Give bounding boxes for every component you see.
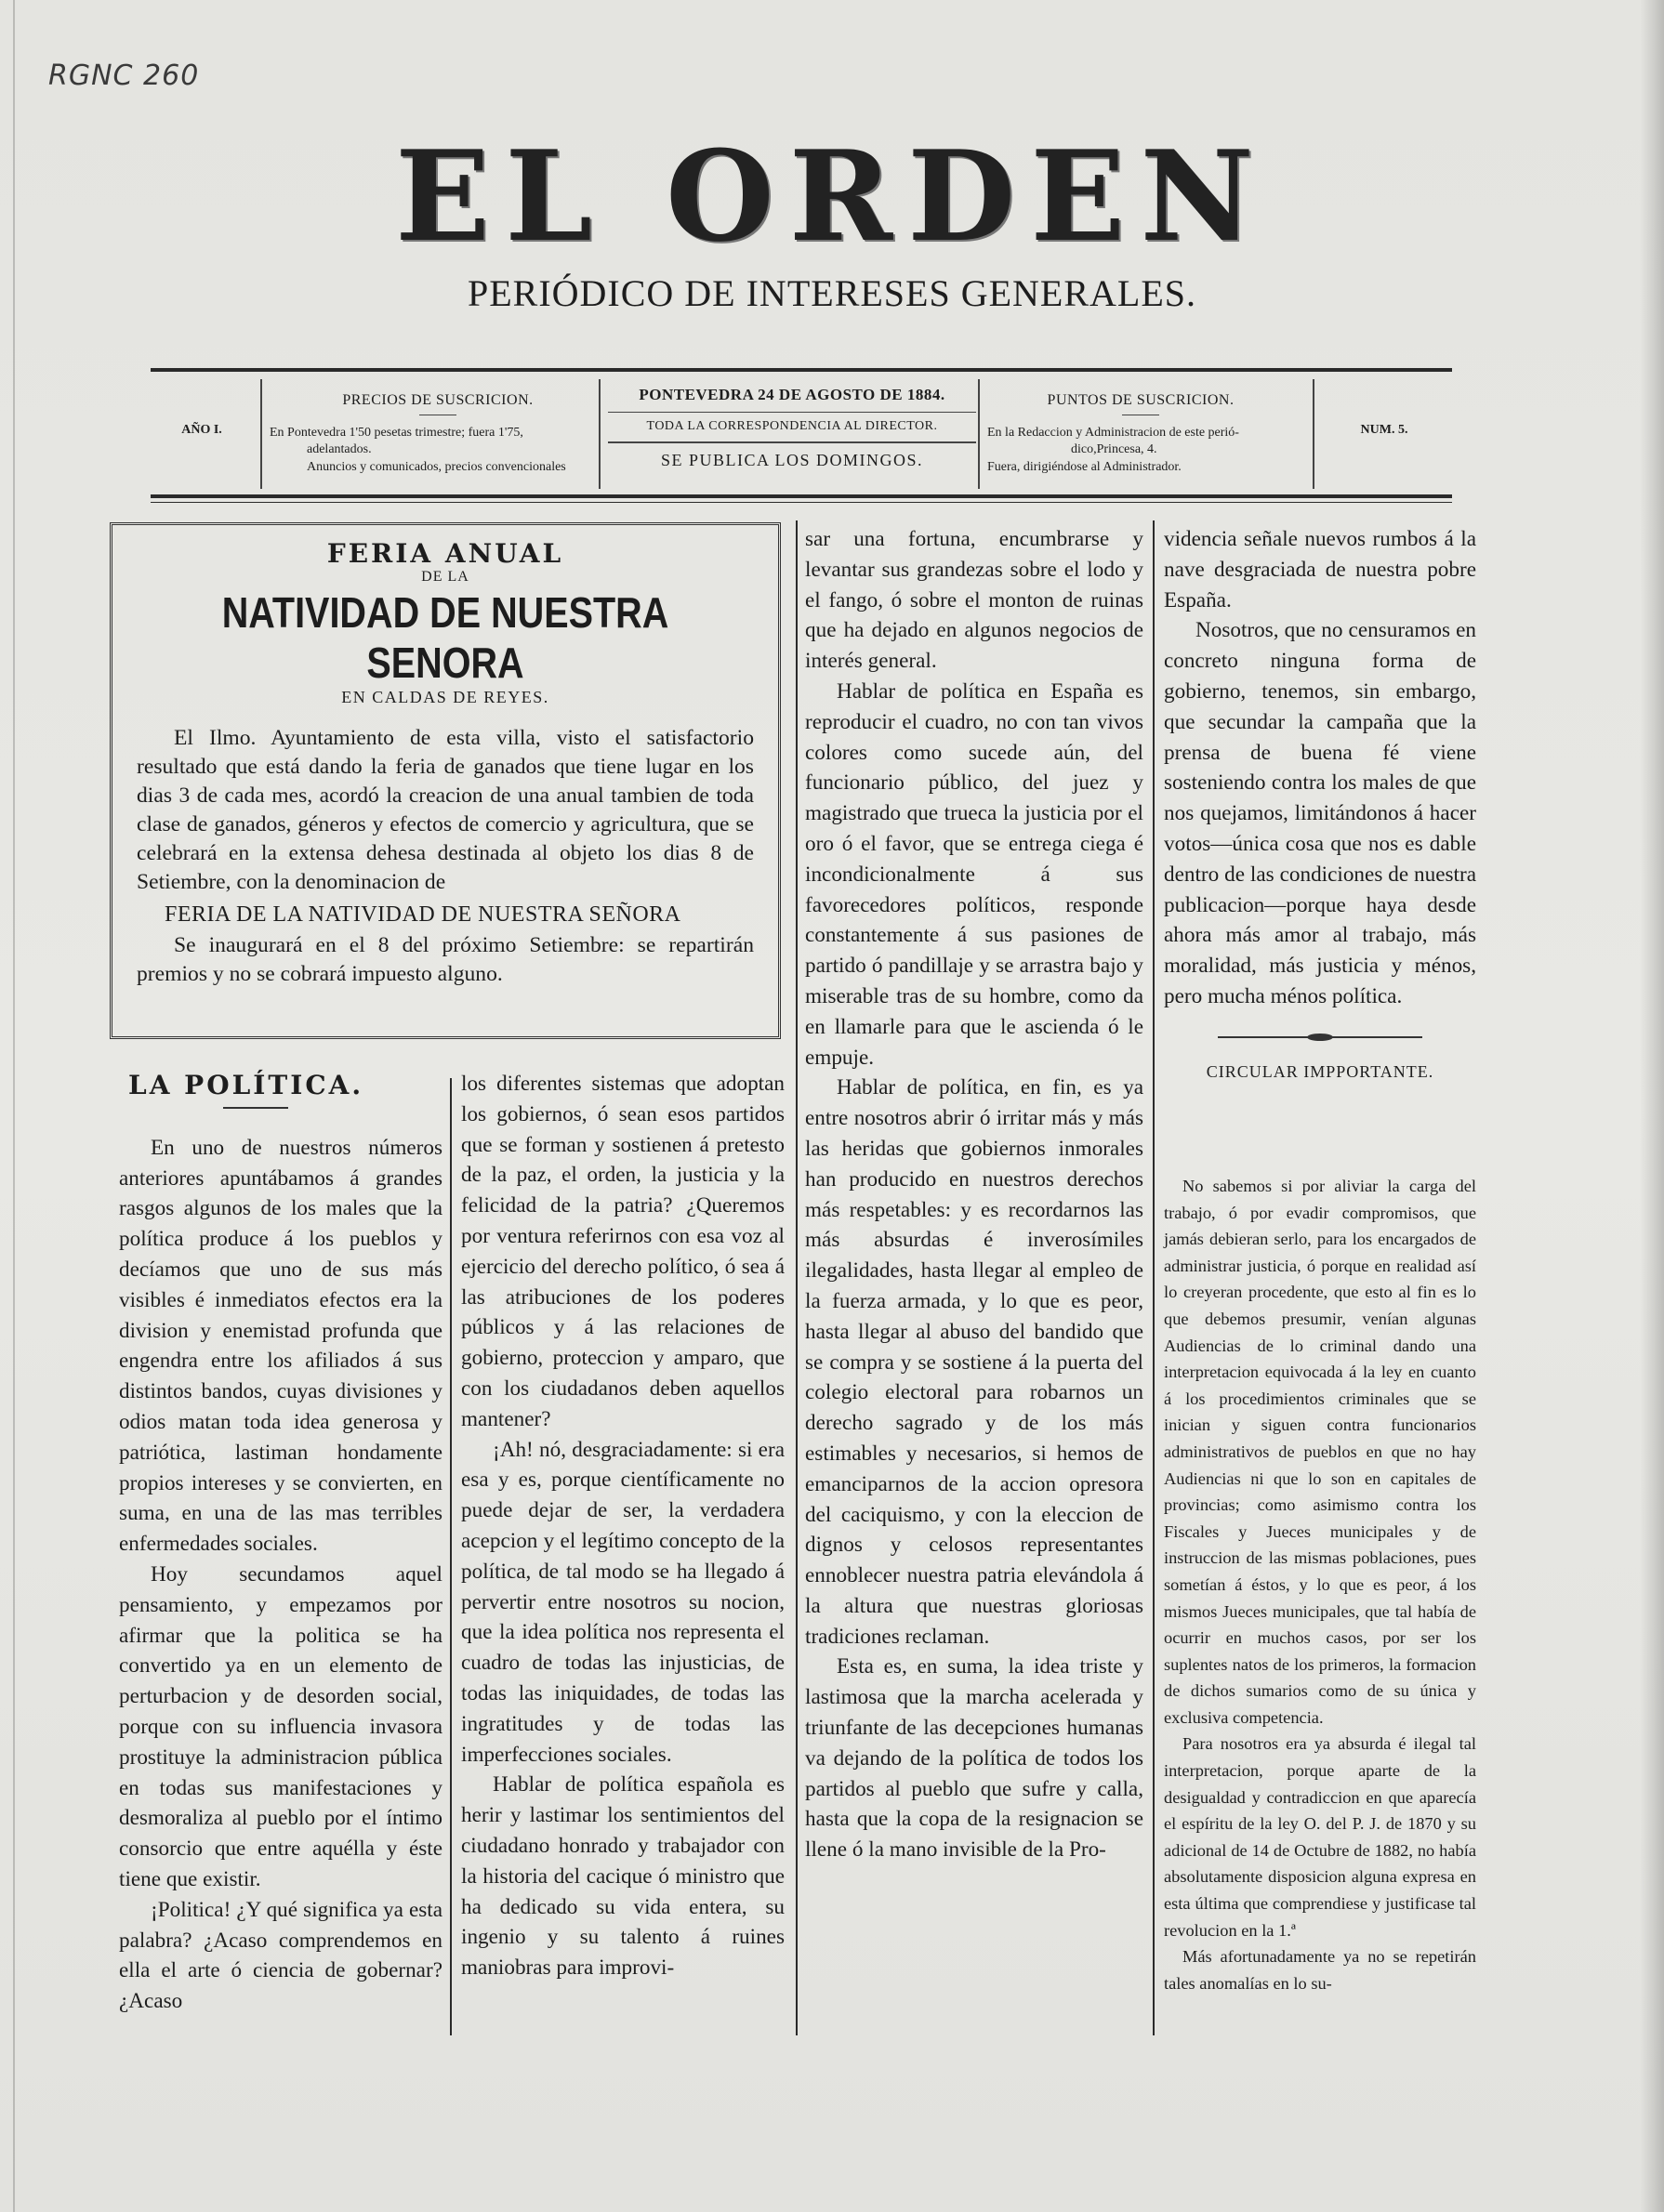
circular-p2: Para nosotros era ya absurda é ilegal tal interpretacion, porque aparte de la desigualdad y contradiccion en que aparecía el espíritu de la ley O. del P. J. de 1870 y su adicional de 14 de Octubre de 1882, no había absolutamente disposicion alguna expresa en esta última que comprendiese y justificase tal revolucion en la 1.ª bbox=[1164, 1734, 1476, 1940]
points-line-3: Fuera, dirigiéndose al Administrador. bbox=[987, 460, 1182, 475]
section-divider bbox=[1218, 1036, 1422, 1038]
politica-col3-p4: Esta es, en suma, la idea triste y lastimosa que la marcha acelerada y triunfante de las decepciones humanas va dejando de la política de todos los partidos al pueblo que sufre y calla, hasta que la copa de la resignacion se llene ó la mano invisible de la Pro- bbox=[805, 1654, 1143, 1863]
feria-title: FERIA ANUAL bbox=[326, 538, 564, 569]
politica-col1-p3: ¡Politica! ¿Y qué significa ya esta palabra? ¿Acaso comprendemos en ella el arte ó ciencia de gobernar? ¿Acaso bbox=[119, 1897, 442, 2014]
header-rule-top bbox=[151, 368, 1452, 372]
politica-heading: LA POLÍTICA. bbox=[128, 1070, 364, 1100]
header-rule-bottom-thin bbox=[151, 502, 1452, 503]
column-rule-3 bbox=[1153, 520, 1155, 2035]
feria-paragraph-1: El Ilmo. Ayuntamiento de esta villa, visto el satisfactorio resultado que está dando la feria de ganados que tiene lugar en los dias 3 de cada mes, acordó la creacion de una anual tambien de toda clase de ganados, géneros y efectos de comercio y agricultura, que se celebrará en la extensa dehesa destinada al objeto los dias 8 de Setiembre, con la denominacion de bbox=[137, 726, 754, 894]
header-rule-bottom bbox=[151, 494, 1452, 498]
column-1 bbox=[119, 1061, 442, 2017]
politica-col3-p3: Hablar de política, en fin, es ya entre nosotros abrir ó irritar más y más las heridas que gobiernos inmorales han producido en nuestros derechos más respetables: y es recordarnos las más absurdas é inverosímiles ilegalidades, hasta llegar al empleo de la fuerza armada, y lo que es peor, hasta llegar al abuso del bandido que se compra y se sostiene á la puerta del colegio electoral para robarnos un derecho sagrado y de los más estimables y necesarios, si hemos de emanciparnos de la accion opresora del caciquismo, y con la eleccion de dignos y celosos representantes ennoblecer nuestra patria elevándola á la altura que nuestras gloriosas tradiciones reclaman. bbox=[805, 1075, 1143, 1649]
dateline-block bbox=[608, 375, 976, 493]
circular-body bbox=[1164, 1173, 1476, 1996]
points-heading: PUNTOS DE SUSCRICION. bbox=[1047, 392, 1235, 408]
year-label: AÑO I. bbox=[181, 423, 222, 437]
subscription-prices bbox=[270, 375, 606, 493]
politica-col1-p2: Hoy secundamos aquel pensamiento, y empezamos por afirmar que la politica se ha convertido ya en un elemento de perturbacion y de desorden social, porque con su influencia invasora prostituye la administracion pública en todas sus manifestaciones y desmoraliza al pueblo por el íntimo consorcio que entre aquélla y éste tiene que existir. bbox=[119, 1561, 442, 1891]
politica-col3-p2: Hablar de política en España es reproducir el cuadro, no con tan vivos colores como sucede aún, del funcionario público, del juez y magistrado que trueca la justicia por el oro ó el favor, que se entrega ciega é incondicionalmente á sus favorecedores políticos, responde constantemente á sus pasiones de partido ó pandillaje y se arrastra bajo y miserable tras de su hombre, como da en llamarle para que le ascienda ó le empuje. bbox=[805, 678, 1143, 1070]
column-3 bbox=[805, 524, 1143, 1865]
politica-col2-p1: los diferentes sistemas que adoptan los gobiernos, ó sean esos partidos que se forman y sostienen á pretesto de la paz, el orden, la justicia y la felicidad de la patria? ¿Queremos por ventura referirnos con esa voz al ejercicio del derecho político, ó sea á las atribuciones de los poderes públicos y á las relaciones de gobierno, proteccion y amparo, que con los ciudadanos deben aquellos mantener? bbox=[461, 1072, 785, 1431]
info-bar bbox=[151, 375, 1452, 493]
prices-line-2: adelantados. bbox=[307, 442, 372, 457]
politica-col2-p3: Hablar de política española es herir y lastimar los sentimientos del ciudadano honrado y trabajador con la historia del cacique ó ministro que ha dedicado su vida entera, su ingenio y su talento á ruines maniobras para improvi- bbox=[461, 1772, 785, 1981]
politica-col3-p1: sar una fortuna, encumbrarse y levantar sus grandezas sobre el lodo y el fango, ó sobre el monton de ruinas que ha dejado en algunos negocios de interés general. bbox=[805, 527, 1143, 674]
feria-dela: DE LA bbox=[421, 569, 469, 585]
heading-ornament bbox=[223, 1107, 288, 1109]
feria-name: FERIA DE LA NATIVIDAD DE NUESTRA SEÑORA bbox=[165, 902, 681, 927]
dateline-rule-2 bbox=[608, 441, 976, 443]
separator bbox=[978, 379, 980, 489]
correspondence-note: TODA LA CORRESPONDENCIA AL DIRECTOR. bbox=[646, 418, 938, 433]
points-line-1: En la Redaccion y Administracion de este perió- bbox=[987, 425, 1239, 440]
handwritten-annotation: RGNC 260 bbox=[48, 59, 200, 92]
dateline-rule bbox=[608, 412, 976, 413]
prices-line-1: En Pontevedra 1'50 pesetas trimestre; fuera 1'75, bbox=[270, 425, 523, 440]
feria-announcement bbox=[110, 522, 781, 1039]
column-4 bbox=[1164, 524, 1476, 1104]
page-edge-shadow bbox=[1640, 0, 1664, 2212]
circular-heading: CIRCULAR IMPPORTANTE. bbox=[1206, 1061, 1434, 1081]
separator bbox=[1313, 379, 1314, 489]
feria-location: EN CALDAS DE REYES. bbox=[341, 688, 549, 706]
politica-col2-p2: ¡Ah! nó, desgraciadamente: si era esa y es, porque científicamente no puede dejar de ser, la verdadera acepcion y el legítimo concepto de la política, de tal modo se ha llegado á pervertir entre nosotros su nocion, que la idea política nos representa el cuadro de todas las injusticias, de todas las iniquidades, de todas las ingratitudes y de todas las imperfecciones sociales. bbox=[461, 1437, 785, 1767]
feria-body bbox=[137, 724, 754, 989]
masthead-subtitle: PERIÓDICO DE INTERESES GENERALES. bbox=[467, 272, 1197, 314]
dateline: PONTEVEDRA 24 DE AGOSTO DE 1884. bbox=[639, 386, 945, 403]
column-rule-2 bbox=[796, 520, 798, 2035]
feria-headline: NATIVIDAD DE NUESTRA SENORA bbox=[221, 588, 669, 687]
politica-col1-p1: En uno de nuestros números anteriores apuntábamos á grandes rasgos algunos de los males que la política produce á los pueblos y decíamos que uno de sus más visibles é inmediatos efectos era la division y enemistad profunda que engendra entre los afiliados á sus distintos bandos, cuyas divisiones y odios matan toda idea generosa y patriótica, lastiman hondamente propios intereses y se convierten, en suma, en una de las mas terribles enfermedades sociales. bbox=[119, 1135, 442, 1557]
column-rule-1 bbox=[450, 1078, 452, 2035]
points-line-2: dico,Princesa, 4. bbox=[1071, 442, 1157, 457]
page-fold-line bbox=[13, 0, 15, 2212]
publication-schedule: SE PUBLICA LOS DOMINGOS. bbox=[660, 450, 924, 469]
circular-p1: No sabemos si por aliviar la carga del trabajo, ó por evadir compromisos, que jamás debieran serlo, para los encargados de administrar justicia, ó porque en realidad así lo creyeran procedente, que esto al fin es lo que debemos presumir, venían algunas Audiencias de lo criminal dando una interpretacion equivocada á la ley en cuanto á los procedimientos criminales que se inician y siguen contra funcionarios administrativos de pueblos en que no hay Audiencias ni que lo son en capitales de provincias; como asimismo contra los Fiscales y Jueces municipales y de instruccion de las mismas poblaciones, pues sometían á éstos, y lo que es peor, á los mismos Jueces municipales, que tal había de ocurrir en muchos casos, por ser los suplentes natos de los primeros, la formacion de dichos sumarios como de su única y exclusiva competencia. bbox=[1164, 1177, 1476, 1727]
issue-number: NUM. 5. bbox=[1360, 423, 1408, 437]
separator bbox=[599, 379, 601, 489]
prices-heading: PRECIOS DE SUSCRICION. bbox=[342, 392, 534, 408]
politica-col4-p1: videncia señale nuevos rumbos á la nave desgraciada de nuestra pobre España. bbox=[1164, 527, 1476, 612]
prices-line-3: Anuncios y comunicados, precios convencionales bbox=[307, 460, 566, 475]
subscription-points bbox=[987, 375, 1294, 493]
circular-p3: Más afortunadamente ya no se repetirán tales anomalías en lo su- bbox=[1164, 1947, 1476, 1993]
masthead-title: EL ORDEN bbox=[395, 123, 1269, 270]
column-2 bbox=[461, 1069, 785, 1983]
feria-paragraph-2: Se inaugurará en el 8 del próximo Setiembre: se repartirán premios y no se cobrará impuesto alguno. bbox=[137, 933, 754, 986]
politica-col4-p2: Nosotros, que no censuramos en concreto ninguna forma de gobierno, tenemos, sin embargo, que secundar la campaña que la prensa de buena fé viene sosteniendo contra los males de que nos quejamos, limitándonos á hacer votos—única cosa que nos es dable dentro de las condiciones de nuestra publicacion—porque haya desde ahora más amor al trabajo, más moralidad, más justicia y ménos, pero mucha ménos política. bbox=[1164, 618, 1476, 1008]
separator bbox=[260, 379, 262, 489]
